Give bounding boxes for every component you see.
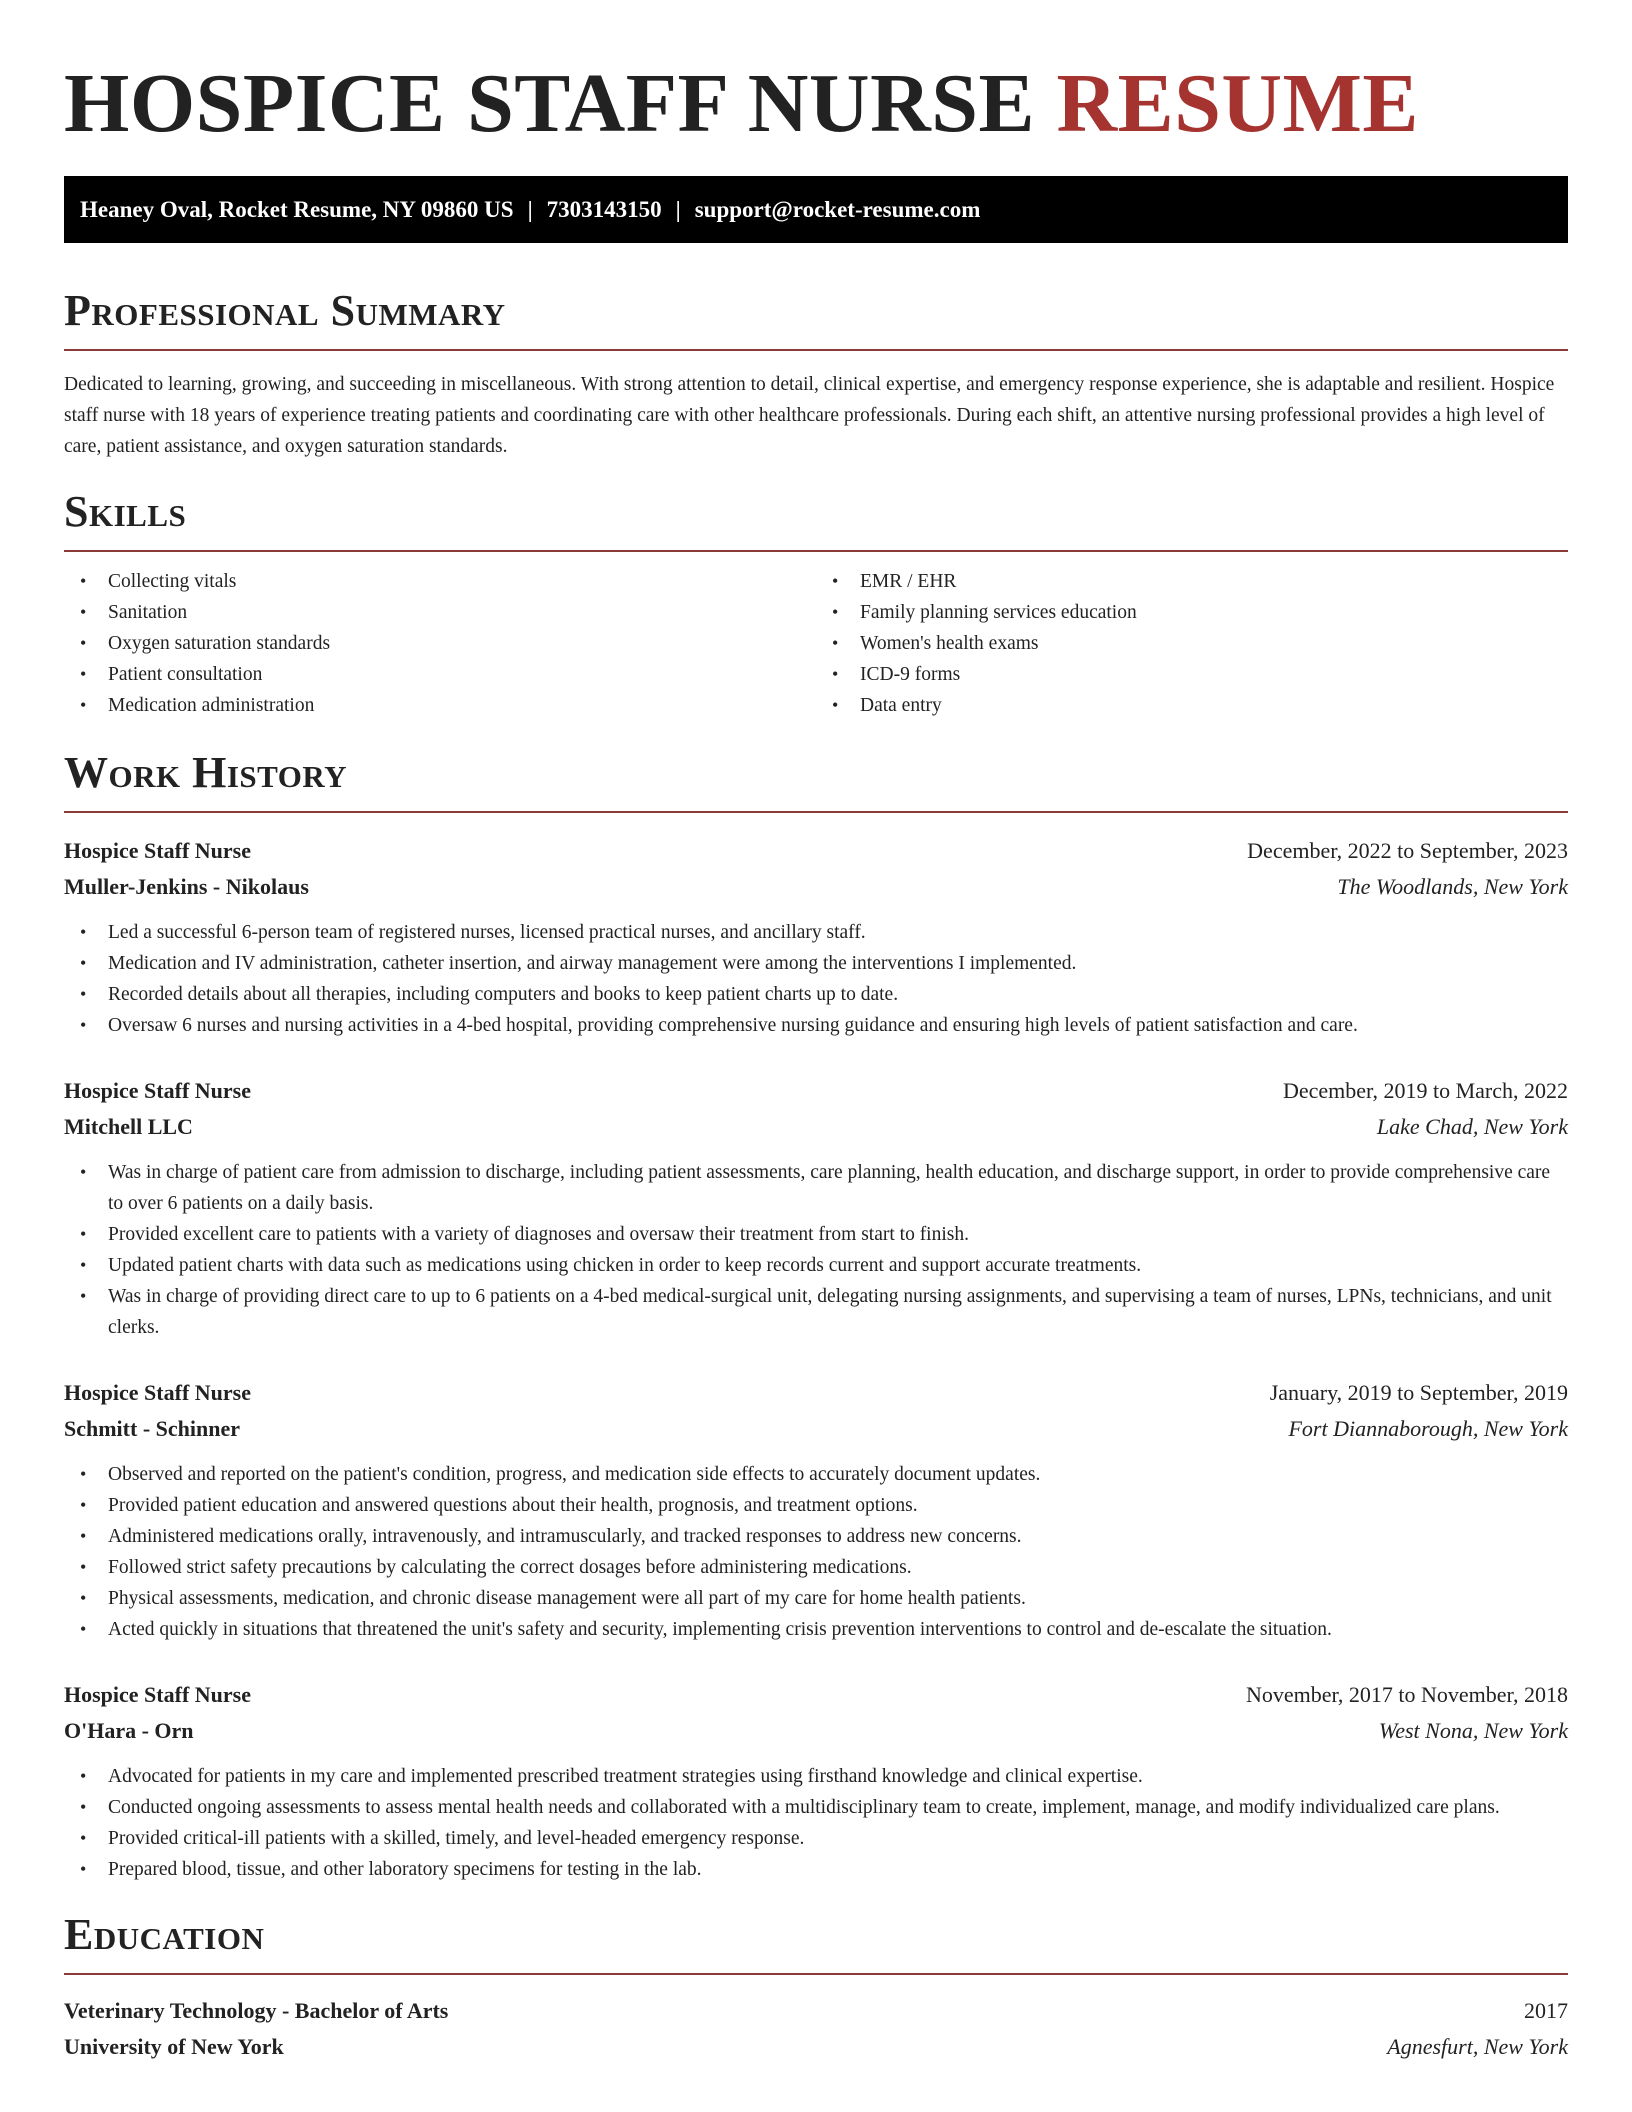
job-bullet: • Provided patient education and answered questions about their health, prognosis, and treatment options.	[108, 1490, 1568, 1521]
job-company: Schmitt - Schinner	[64, 1416, 240, 1441]
title-main: HOSPICE STAFF NURSE	[64, 57, 1035, 150]
job-bullet: • Physical assessments, medication, and chronic disease management were all part of my care for home health patients.	[108, 1583, 1568, 1614]
title-accent: RESUME	[1056, 57, 1419, 150]
job-entry	[64, 1375, 1568, 1645]
job-title: Hospice Staff Nurse	[64, 1682, 251, 1707]
job-entry	[64, 1677, 1568, 1885]
work-history-section	[64, 747, 1568, 1885]
job-entry	[64, 1073, 1568, 1343]
contact-separator: |	[527, 197, 533, 222]
contact-phone: 7303143150	[546, 197, 662, 222]
skill-item: • ICD-9 forms	[860, 659, 1568, 690]
job-company: Mitchell LLC	[64, 1114, 193, 1139]
job-bullet: • Provided critical-ill patients with a skilled, timely, and level-headed emergency response.	[108, 1823, 1568, 1854]
skill-item: • Sanitation	[108, 597, 816, 628]
job-dates: January, 2019 to September, 2019	[1269, 1380, 1568, 1405]
summary-text: Dedicated to learning, growing, and succeeding in miscellaneous. With strong attention to detail, clinical expertise, and emergency response experience, she is adaptable and resilient. Hospice staff nurse with 18 years of experience treating patients and coordinating care with other healthcare professionals. During each shift, an attentive nursing professional provides a high level of care, patient assistance, and oxygen saturation standards.	[64, 374, 1555, 457]
skill-item: • Medication administration	[108, 690, 816, 721]
skill-item: • Data entry	[860, 690, 1568, 721]
job-company-row	[64, 1713, 1568, 1749]
job-bullets	[64, 917, 1568, 1041]
job-dates: December, 2022 to September, 2023	[1247, 838, 1568, 863]
job-bullet: • Conducted ongoing assessments to assess mental health needs and collaborated with a multidisciplinary team to create, implement, manage, and modify individualized care plans.	[108, 1792, 1568, 1823]
section-heading-work: Work History	[64, 748, 348, 797]
section-heading-skills: Skills	[64, 487, 187, 536]
education-section	[64, 1909, 1568, 2065]
job-bullet: • Administered medications orally, intravenously, and intramuscularly, and tracked responses to address new concerns.	[108, 1521, 1568, 1552]
job-company-row	[64, 1411, 1568, 1447]
section-divider	[64, 811, 1568, 813]
job-title: Hospice Staff Nurse	[64, 838, 251, 863]
contact-email: support@rocket-resume.com	[694, 197, 981, 222]
summary-section	[64, 285, 1568, 462]
education-header-row	[64, 1993, 1568, 2029]
job-bullet: • Advocated for patients in my care and implemented prescribed treatment strategies using firsthand knowledge and clinical expertise.	[108, 1761, 1568, 1792]
skill-item: • Patient consultation	[108, 659, 816, 690]
resume-page	[64, 0, 1568, 2065]
job-company: O'Hara - Orn	[64, 1718, 194, 1743]
job-location: The Woodlands, New York	[1337, 874, 1568, 899]
contact-bar	[64, 176, 1568, 243]
job-bullet: • Followed strict safety precautions by calculating the correct dosages before administering medications.	[108, 1552, 1568, 1583]
job-header-row	[64, 1073, 1568, 1109]
job-entry	[64, 833, 1568, 1041]
job-location: West Nona, New York	[1378, 1718, 1568, 1743]
job-bullet: • Recorded details about all therapies, including computers and books to keep patient charts up to date.	[108, 979, 1568, 1010]
job-bullet: • Medication and IV administration, catheter insertion, and airway management were among the interventions I implemented.	[108, 948, 1568, 979]
job-header-row	[64, 1677, 1568, 1713]
job-title: Hospice Staff Nurse	[64, 1078, 251, 1103]
education-location: Agnesfurt, New York	[1387, 2034, 1568, 2059]
education-entry	[64, 1993, 1568, 2065]
skills-column-left	[64, 566, 816, 721]
job-location: Fort Diannaborough, New York	[1288, 1416, 1568, 1441]
contact-address: Heaney Oval, Rocket Resume, NY 09860 US	[80, 197, 514, 222]
contact-separator: |	[675, 197, 681, 222]
skill-item: • Collecting vitals	[108, 566, 816, 597]
skills-column-right	[816, 566, 1568, 721]
job-bullet: • Oversaw 6 nurses and nursing activities in a 4-bed hospital, providing comprehensive nursing guidance and ensuring high levels of patient satisfaction and care.	[108, 1010, 1568, 1041]
skills-section	[64, 486, 1568, 721]
job-bullet: • Provided excellent care to patients with a variety of diagnoses and oversaw their treatment from start to finish.	[108, 1219, 1568, 1250]
section-heading-summary: Professional Summary	[64, 286, 506, 335]
job-header-row	[64, 1375, 1568, 1411]
job-bullet: • Acted quickly in situations that threatened the unit's safety and security, implementing crisis prevention interventions to control and de-escalate the situation.	[108, 1614, 1568, 1645]
education-degree: Veterinary Technology - Bachelor of Arts	[64, 1998, 449, 2023]
education-year: 2017	[1524, 1998, 1568, 2023]
job-company-row	[64, 1109, 1568, 1145]
job-bullet: • Was in charge of providing direct care to up to 6 patients on a 4-bed medical-surgical unit, delegating nursing assignments, and supervising a team of nurses, LPNs, technicians, and unit clerks.	[108, 1281, 1568, 1343]
job-bullet: • Prepared blood, tissue, and other laboratory specimens for testing in the lab.	[108, 1854, 1568, 1885]
skill-item: • EMR / EHR	[860, 566, 1568, 597]
section-heading-education: Education	[64, 1910, 265, 1959]
job-company-row	[64, 869, 1568, 905]
job-bullets	[64, 1459, 1568, 1645]
job-bullet: • Observed and reported on the patient's condition, progress, and medication side effects to accurately document updates.	[108, 1459, 1568, 1490]
section-divider	[64, 550, 1568, 552]
job-bullet: • Led a successful 6-person team of registered nurses, licensed practical nurses, and ancillary staff.	[108, 917, 1568, 948]
job-bullets	[64, 1157, 1568, 1343]
skills-grid	[64, 566, 1568, 721]
job-bullet: • Updated patient charts with data such as medications using chicken in order to keep records current and support accurate treatments.	[108, 1250, 1568, 1281]
page-title	[64, 0, 1568, 154]
section-divider	[64, 1973, 1568, 1975]
job-dates: December, 2019 to March, 2022	[1282, 1078, 1568, 1103]
job-location: Lake Chad, New York	[1376, 1114, 1568, 1139]
job-dates: November, 2017 to November, 2018	[1245, 1682, 1568, 1707]
skill-item: • Oxygen saturation standards	[108, 628, 816, 659]
job-header-row	[64, 833, 1568, 869]
skill-item: • Family planning services education	[860, 597, 1568, 628]
job-company: Muller-Jenkins - Nikolaus	[64, 874, 309, 899]
job-bullets	[64, 1761, 1568, 1885]
job-title: Hospice Staff Nurse	[64, 1380, 251, 1405]
skill-item: • Women's health exams	[860, 628, 1568, 659]
education-school-row	[64, 2029, 1568, 2065]
education-school: University of New York	[64, 2034, 284, 2059]
job-bullet: • Was in charge of patient care from admission to discharge, including patient assessments, care planning, health education, and discharge support, in order to provide comprehensive care to over 6 patients on a daily basis.	[108, 1157, 1568, 1219]
section-divider	[64, 349, 1568, 351]
